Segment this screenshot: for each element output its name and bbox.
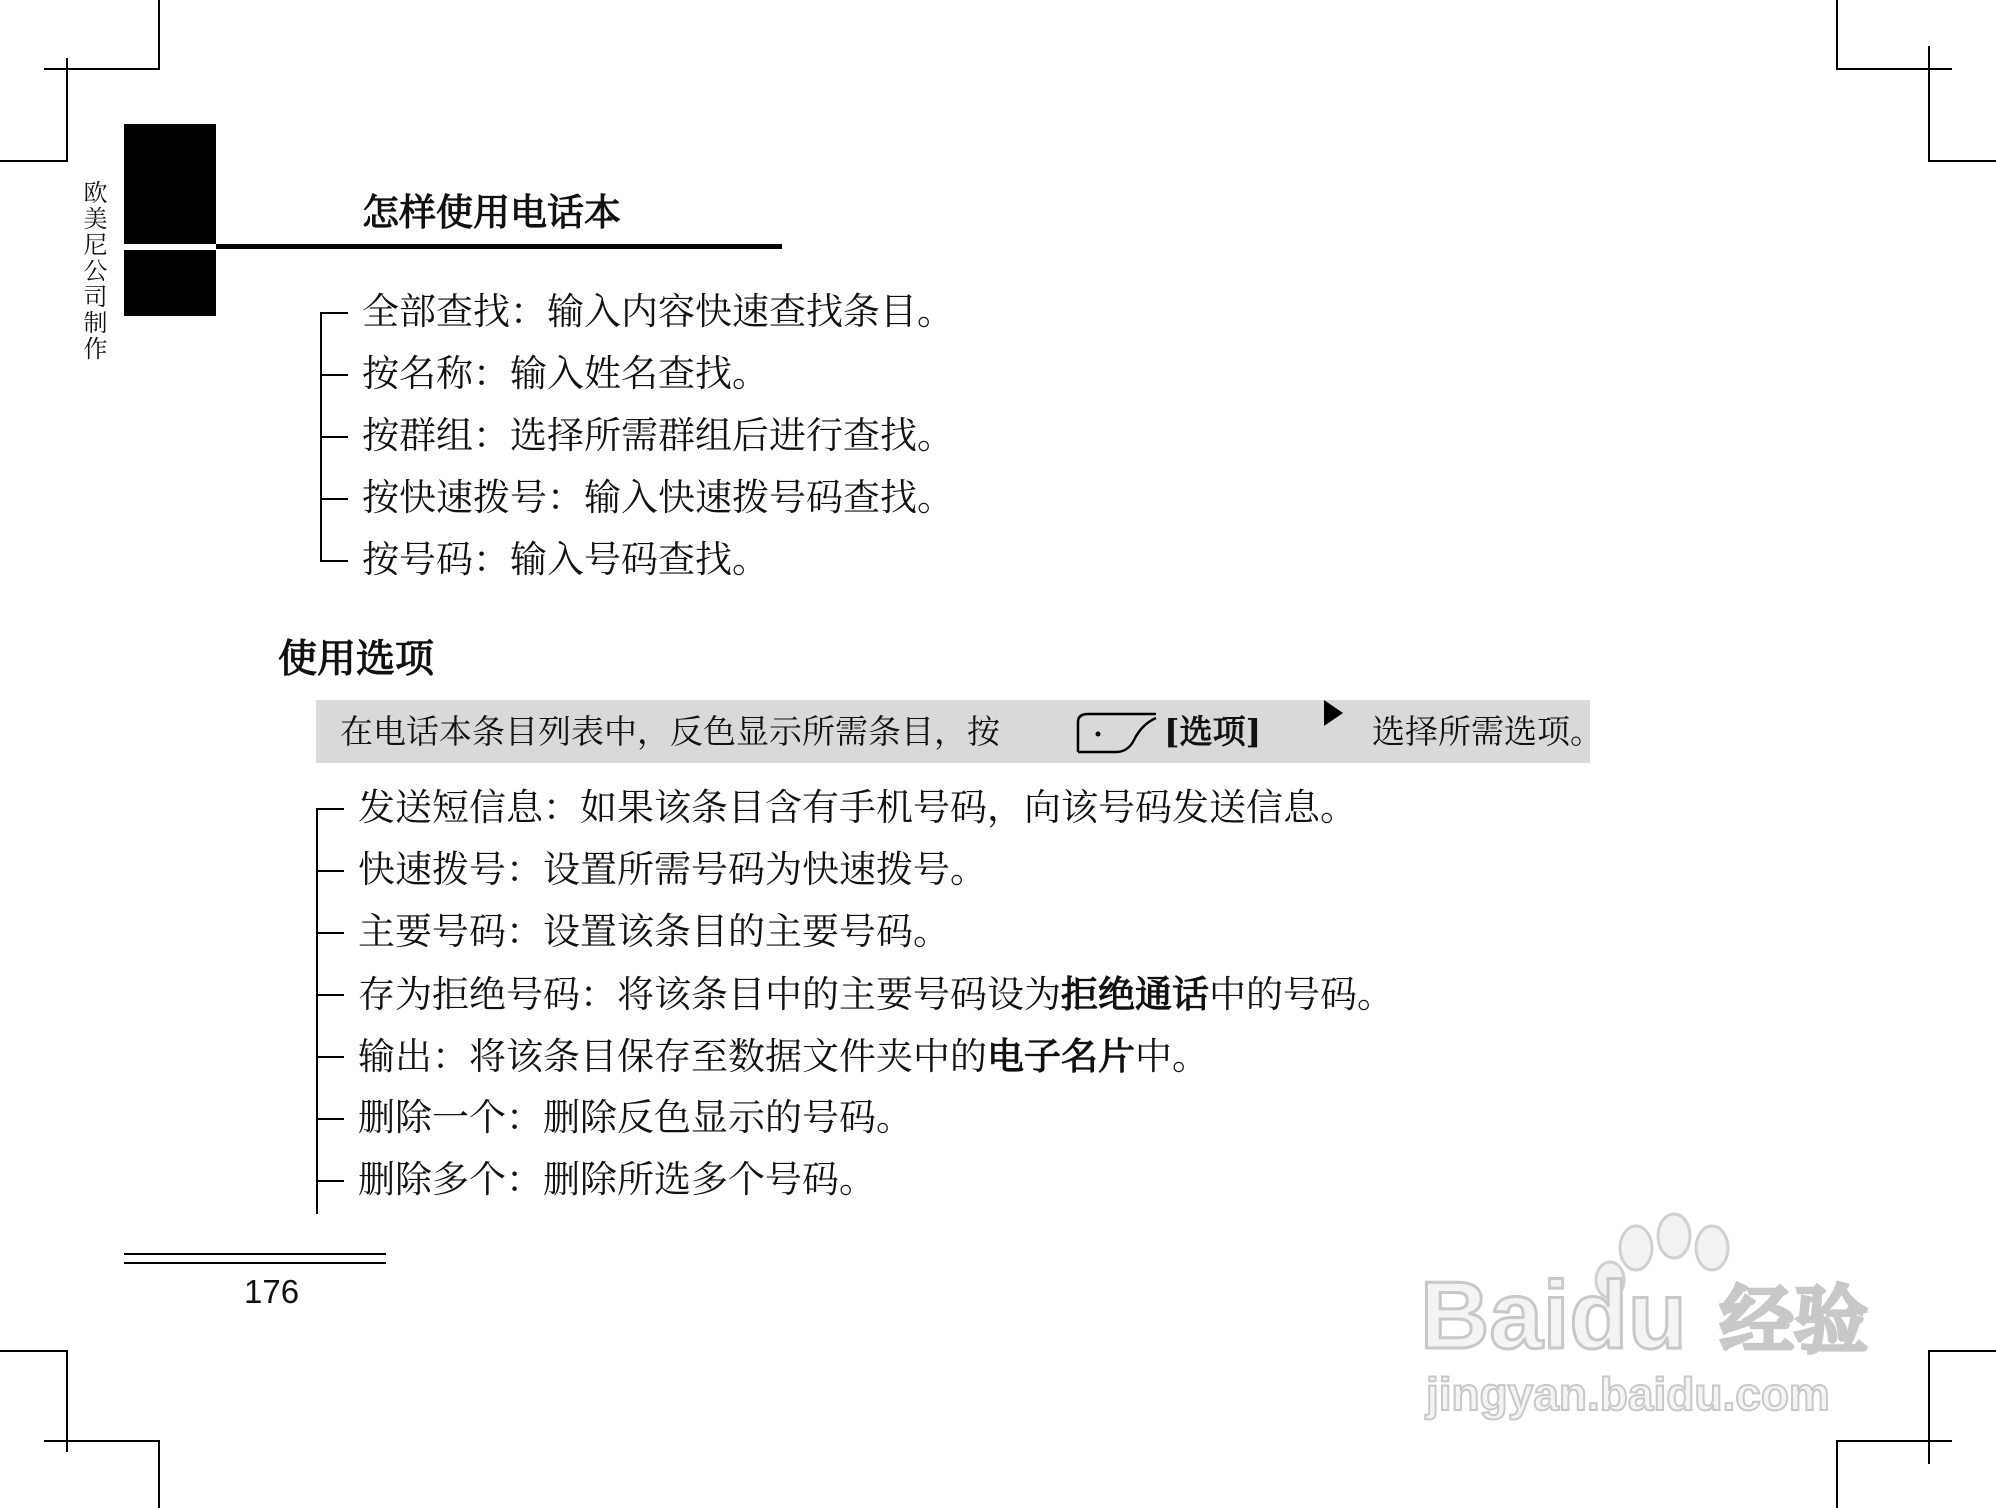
watermark-brand-cn: 经验 <box>1720 1278 1868 1364</box>
crop-mark <box>1836 1440 1838 1508</box>
list-item: 按群组：选择所需群组后进行查找。 <box>362 405 954 467</box>
watermark-url: jingyan.baidu.com <box>1426 1368 1830 1420</box>
list-item: 删除一个：删除反色显示的号码。 <box>358 1087 913 1149</box>
bracket-line <box>316 808 318 1214</box>
list-item: 存为拒绝号码：将该条目中的主要号码设为拒绝通话中的号码。 <box>358 963 1394 1025</box>
crop-mark <box>1836 68 1952 70</box>
footer-rule <box>124 1253 386 1255</box>
crop-mark <box>66 1350 68 1452</box>
page-title: 怎样使用电话本 <box>362 191 621 234</box>
crop-mark <box>44 1440 160 1442</box>
crop-mark <box>158 0 160 68</box>
instruction-prefix: 在电话本条目列表中，反色显示所需条目，按 <box>340 712 1000 751</box>
crop-mark <box>0 1350 68 1352</box>
list-item: 按名称：输入姓名查找。 <box>362 343 769 405</box>
list-item: 发送短信息：如果该条目含有手机号码，向该号码发送信息。 <box>358 777 1357 839</box>
list-item: 全部查找：输入内容快速查找条目。 <box>362 281 954 343</box>
watermark-brand: Baidu <box>1420 1262 1687 1369</box>
instruction-bar <box>316 700 1603 763</box>
chapter-tab-bottom <box>124 250 216 316</box>
crop-mark <box>44 68 160 70</box>
left-softkey-icon <box>1068 710 1158 754</box>
footer-rule <box>124 1262 386 1264</box>
arrow-right-icon <box>1324 700 1343 726</box>
list-item: 删除多个：删除所选多个号码。 <box>358 1149 876 1211</box>
baidu-watermark <box>1420 1200 1880 1430</box>
crop-mark <box>66 58 68 160</box>
chapter-tab-top <box>124 124 216 244</box>
instruction-suffix: 选择所需选项。 <box>1372 712 1603 751</box>
list-item: 主要号码：设置该条目的主要号码。 <box>358 901 950 963</box>
page-number: 176 <box>244 1273 300 1310</box>
crop-mark <box>1928 1350 1930 1464</box>
title-rule <box>216 244 782 249</box>
list-item: 快速拨号：设置所需号码为快速拨号。 <box>358 839 987 901</box>
crop-mark <box>1928 46 1930 160</box>
option-softkey-label: [选项] <box>1164 712 1262 751</box>
list-item: 按快速拨号：输入快速拨号码查找。 <box>362 467 954 529</box>
list-item: 输出：将该条目保存至数据文件夹中的电子名片中。 <box>358 1025 1209 1087</box>
side-label: 欧美尼公司制作 <box>79 180 107 362</box>
bold-term: 电子名片 <box>987 1034 1135 1078</box>
crop-mark <box>158 1440 160 1508</box>
crop-mark <box>1836 1440 1952 1442</box>
crop-mark <box>0 160 68 162</box>
crop-mark <box>1836 0 1838 68</box>
list-item: 按号码：输入号码查找。 <box>362 529 769 591</box>
bold-term: 拒绝通话 <box>1061 972 1209 1016</box>
crop-mark <box>1928 160 1996 162</box>
crop-mark <box>1928 1350 1996 1352</box>
section-title: 使用选项 <box>278 637 435 682</box>
